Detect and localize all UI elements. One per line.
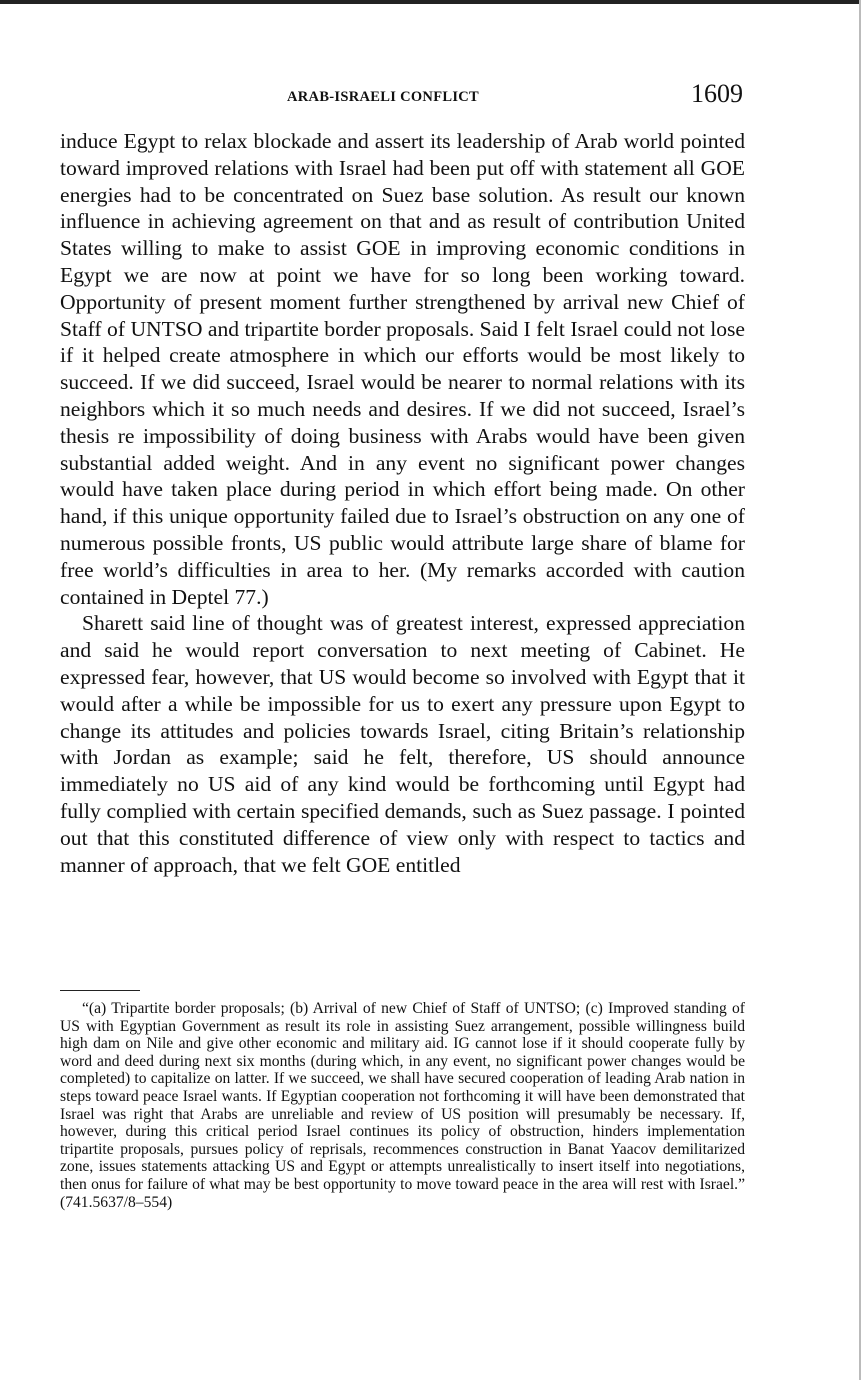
paragraph-continued: induce Egypt to relax blockade and assert its leadership of Arab world pointed toward improved relations with Israel had been put off with statement all GOE energies had to be concentrated on Suez base solution. As result our known influence in achieving agreement on that and as result of contribution United States willing to make to assist GOE in improving economic conditions in Egypt we are now at point we have for so long been working toward. Opportunity of present moment further strengthened by arrival new Chief of Staff of UNTSO and tripartite border proposals. Said I felt Israel could not lose if it helped create atmosphere in which our efforts would be most likely to succeed. If we did succeed, Israel would be nearer to normal relations with its neighbors which it so much needs and desires. If we did not succeed, Israel’s thesis re impossibility of doing business with Arabs would have been given substantial added weight. And in any event no significant power changes would have taken place during period in which effort being made. On other hand, if this unique opportunity failed due to Israel’s obstruction on any one of numerous possible fronts, US public would attribute large share of blame for free world’s difficulties in area to her. (My remarks accorded with caution contained in Deptel 77.): [60, 129, 745, 609]
main-text: [60, 128, 745, 878]
top-page-edge: [0, 0, 861, 4]
page-number: 1609: [691, 79, 743, 108]
running-head: ARAB-ISRAELI CONFLICT: [287, 89, 480, 105]
footnote: “(a) Tripartite border proposals; (b) Arrival of new Chief of Staff of UNTSO; (c) Improved standing of US with Egyptian Government as result its role in assisting Suez arrangement, possible willingness build high dam on Nile and give other economic and military aid. IG cannot lose if it should cooperate fully by word and deed during next six months (during which, in any event, no significant power changes would be completed) to capitalize on latter. If we succeed, we shall have secured cooperation of leading Arab nation in steps toward peace Israel wants. If Egyptian cooperation not forthcoming it will have been demonstrated that Israel was right that Arabs are unreliable and review of US position will presumably be necessary. If, however, during this critical period Israel continues its policy of obstruction, hinders implementation tripartite proposals, pursues policy of reprisals, recommences construction in Banat Yaacov demilitarized zone, issues statements attacking US and Egypt or attempts unrealistically to insert itself into negotiations, then onus for failure of what may be best opportunity to move toward peace in the area will rest with Israel.” (741.5637/8–554): [60, 1000, 745, 1211]
footnote-divider: [60, 990, 140, 991]
paragraph-sharett: Sharett said line of thought was of greatest interest, expressed appreciation and said he would report conversation to next meeting of Cabinet. He expressed fear, however, that US would become so involved with Egypt that it would after a while be impossible for us to exert any pressure upon Egypt to change its attitudes and policies towards Israel, citing Britain’s relationship with Jordan as example; said he felt, therefore, US should announce immediately no US aid of any kind would be forthcoming until Egypt had fully complied with certain specified demands, such as Suez passage. I pointed out that this constituted difference of view only with respect to tactics and manner of approach, that we felt GOE entitled: [60, 611, 745, 877]
